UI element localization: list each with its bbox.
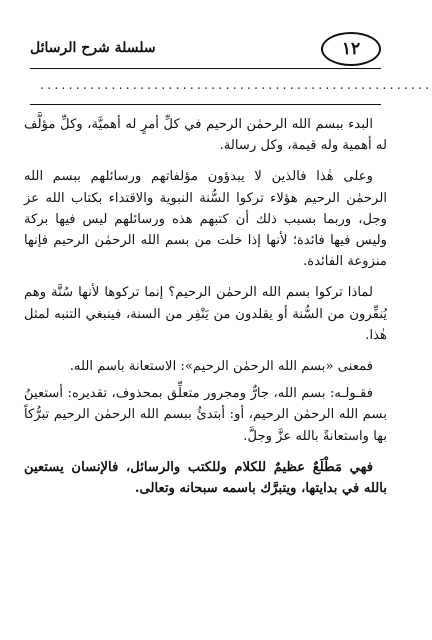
page-header bbox=[30, 32, 381, 70]
content-divider bbox=[30, 104, 381, 105]
paragraph-2: وعلى هٰذا فالذين لا يبدؤون مؤلفاتهم ورسائلهم ببسم الله الرحمٰن الرحيم هؤلاء تركوا السُّنة النبوية والاقتداء بكتاب الله عز وجل، وربما بسبب ذلك أن كتبهم هذه ورسائلهم ليس فيها بركة وليس فيها فائدة؛ لأنها إذا خلت من بسم الله الرحمٰن الرحيم فإنها منزوعة الفائدة. bbox=[24, 169, 387, 270]
dotted-separator: ....................................................... bbox=[40, 78, 432, 93]
paragraph-5: فقـولـه: بسم الله، جارٌّ ومجرور متعلِّق بمحذوف، تقديره: أستعينُ بسم الله الرحمٰن الرحيم، أو: أبتدئُ ببسم الله الرحمٰن الرحيم تبرُّكاً بها واستعانةً بالله عزَّ وجلَّ. bbox=[24, 386, 387, 444]
paragraph-4: فمعنى «بسم الله الرحمٰن الرحيم»: الاستعانة باسم الله. bbox=[69, 359, 373, 375]
paragraph-6: فهي مَطْلَعٌ عظيمٌ للكلام وللكتب والرسائل، فالإنسان يستعين بالله في بدايتها، ويتبرَّك باسمه سبحانه وتعالى. bbox=[24, 459, 387, 497]
series-title: سلسلة شرح الرسائل bbox=[30, 40, 156, 56]
page-number: ١٢ bbox=[321, 32, 381, 66]
paragraph-1: البدء ببسم الله الرحمٰن الرحيم في كلِّ أمرٍ له أهميَّة، وكلِّ مؤلَّف له أهمية وله قيمة، وكل رسالة. bbox=[24, 117, 387, 154]
paragraph-3: لماذا تركوا بسم الله الرحمٰن الرحيم؟ إنما تركوها لأنها سُنَّة وهم يُنفِّرون من السُّنة أو يقلدون من يَنْفِر من السنة، فينبغي التنبه لمثل هٰذا. bbox=[24, 285, 387, 343]
page-body bbox=[24, 114, 387, 509]
header-divider bbox=[30, 68, 381, 69]
